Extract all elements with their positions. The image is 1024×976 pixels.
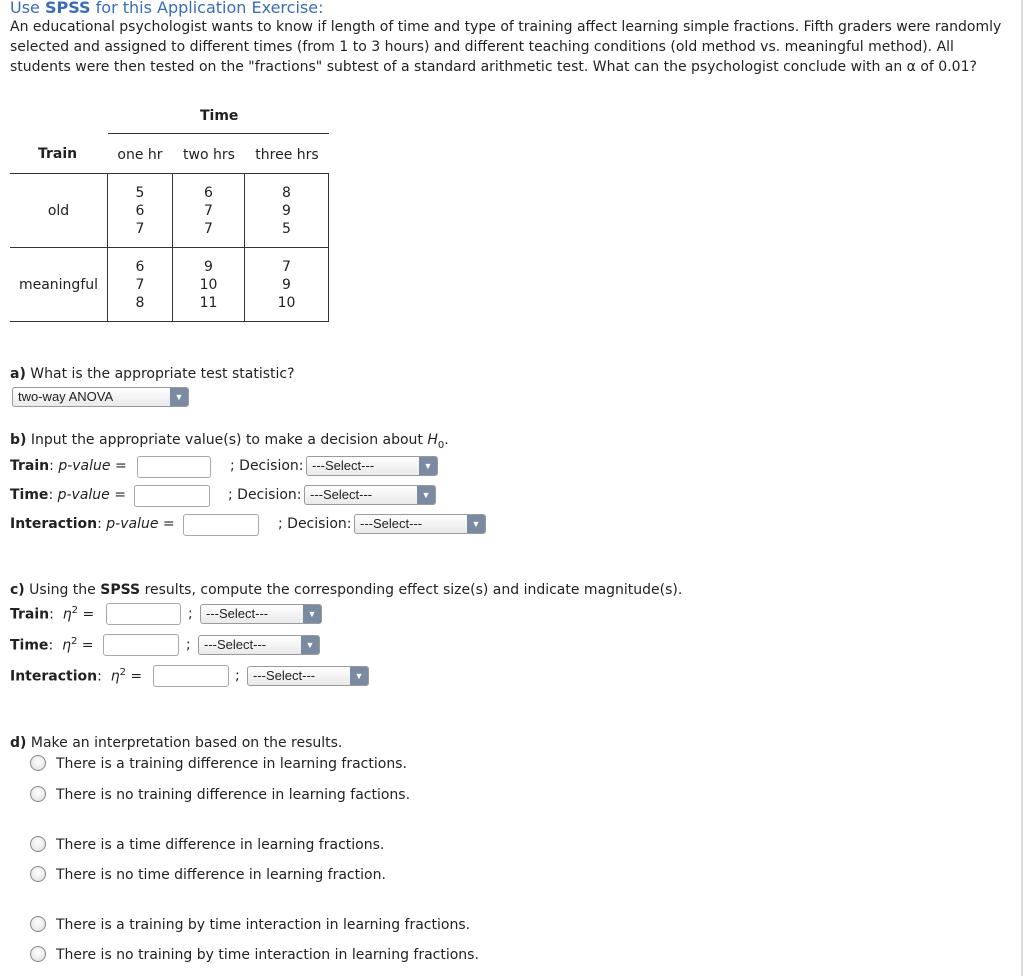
- table-cell: 5 6 7: [108, 174, 173, 248]
- chevron-down-icon: ▼: [170, 388, 188, 406]
- radio-button[interactable]: [30, 786, 46, 802]
- row-label: old: [10, 174, 108, 248]
- exercise-description: An educational psychologist wants to know if length of time and type of training affect learning simple fractions. Fifth graders were randomly selected and assigned to different times (from 1 to 3 hours) and different teaching conditions (old method vs. meaningful method). All students were then tested on the "fractions" subtest of a standard arithmetic test. What can the psychologist conclude with an α of 0.01?: [10, 19, 1002, 75]
- chevron-down-icon: ▼: [467, 515, 485, 533]
- interaction-magnitude-select[interactable]: ---Select--- ▼: [247, 666, 369, 686]
- train-decision-label: ; Decision:: [230, 458, 304, 474]
- separator: ;: [188, 606, 193, 622]
- right-frame-edge: [1021, 0, 1023, 976]
- separator: ;: [235, 668, 240, 684]
- interaction-pvalue-label: Interaction: p-value =: [10, 516, 175, 532]
- time-eta-label: Time: $\eta^2$ =: [10, 636, 94, 654]
- table-cell: 8 9 5: [245, 174, 329, 248]
- column-header: one hr: [117, 147, 163, 163]
- radio-button[interactable]: [30, 836, 46, 852]
- time-decision-select[interactable]: ---Select--- ▼: [304, 485, 436, 505]
- chevron-down-icon: ▼: [301, 636, 319, 654]
- column-header: two hrs: [183, 147, 235, 163]
- radio-button[interactable]: [30, 866, 46, 882]
- time-pvalue-label: Time: p-value =: [10, 487, 126, 503]
- question-b: b) Input the appropriate value(s) to make a decision about $H_0$.: [10, 432, 449, 451]
- question-a: a) What is the appropriate test statistic?: [10, 366, 295, 382]
- interpretation-option[interactable]: There is a training by time interaction in learning fractions.: [30, 916, 470, 933]
- test-statistic-select[interactable]: two-way ANOVA ▼: [12, 387, 189, 407]
- interaction-eta-input[interactable]: [153, 665, 229, 687]
- chevron-down-icon: ▼: [303, 605, 321, 623]
- table-row: [10, 248, 329, 322]
- question-c: c) Using the SPSS results, compute the corresponding effect size(s) and indicate magnitude(s).: [10, 582, 683, 598]
- chevron-down-icon: ▼: [419, 457, 437, 475]
- data-table: [10, 173, 329, 322]
- time-magnitude-select[interactable]: ---Select--- ▼: [198, 635, 320, 655]
- table-cell: 6 7 7: [173, 174, 245, 248]
- train-eta-label: Train: $\eta^2$ =: [10, 605, 95, 623]
- time-header-rule: [108, 133, 329, 134]
- train-factor-header: Train: [38, 146, 78, 162]
- interpretation-option[interactable]: There is no training difference in learning factions.: [30, 786, 410, 803]
- time-eta-input[interactable]: [103, 634, 179, 656]
- row-label: meaningful: [10, 248, 108, 322]
- table-cell: 6 7 8: [108, 248, 173, 322]
- table-cell: 9 10 11: [173, 248, 245, 322]
- train-magnitude-select[interactable]: ---Select--- ▼: [200, 604, 322, 624]
- radio-button[interactable]: [30, 946, 46, 962]
- interaction-pvalue-input[interactable]: [183, 514, 259, 536]
- interpretation-option[interactable]: There is no time difference in learning fraction.: [30, 866, 386, 883]
- train-pvalue-label: Train: p-value =: [10, 458, 127, 474]
- column-header: three hrs: [255, 147, 319, 163]
- interpretation-option[interactable]: There is a training difference in learning fractions.: [30, 755, 407, 772]
- separator: ;: [186, 637, 191, 653]
- time-decision-label: ; Decision:: [228, 487, 302, 503]
- chevron-down-icon: ▼: [417, 486, 435, 504]
- train-pvalue-input[interactable]: [137, 456, 211, 478]
- table-row: [10, 174, 329, 248]
- interpretation-option[interactable]: There is a time difference in learning fractions.: [30, 836, 384, 853]
- radio-button[interactable]: [30, 755, 46, 771]
- interpretation-option[interactable]: There is no training by time interaction in learning fractions.: [30, 946, 479, 963]
- time-factor-header: Time: [200, 108, 239, 124]
- exercise-title: Use SPSS for this Application Exercise:: [10, 0, 324, 17]
- interaction-decision-select[interactable]: ---Select--- ▼: [354, 514, 486, 534]
- time-pvalue-input[interactable]: [134, 485, 210, 507]
- train-eta-input[interactable]: [106, 603, 181, 625]
- table-cell: 7 9 10: [245, 248, 329, 322]
- interaction-eta-label: Interaction: $\eta^2$ =: [10, 667, 143, 685]
- chevron-down-icon: ▼: [350, 667, 368, 685]
- interaction-decision-label: ; Decision:: [278, 516, 352, 532]
- train-decision-select[interactable]: ---Select--- ▼: [306, 456, 438, 476]
- radio-button[interactable]: [30, 916, 46, 932]
- question-d: d) Make an interpretation based on the results.: [10, 735, 343, 751]
